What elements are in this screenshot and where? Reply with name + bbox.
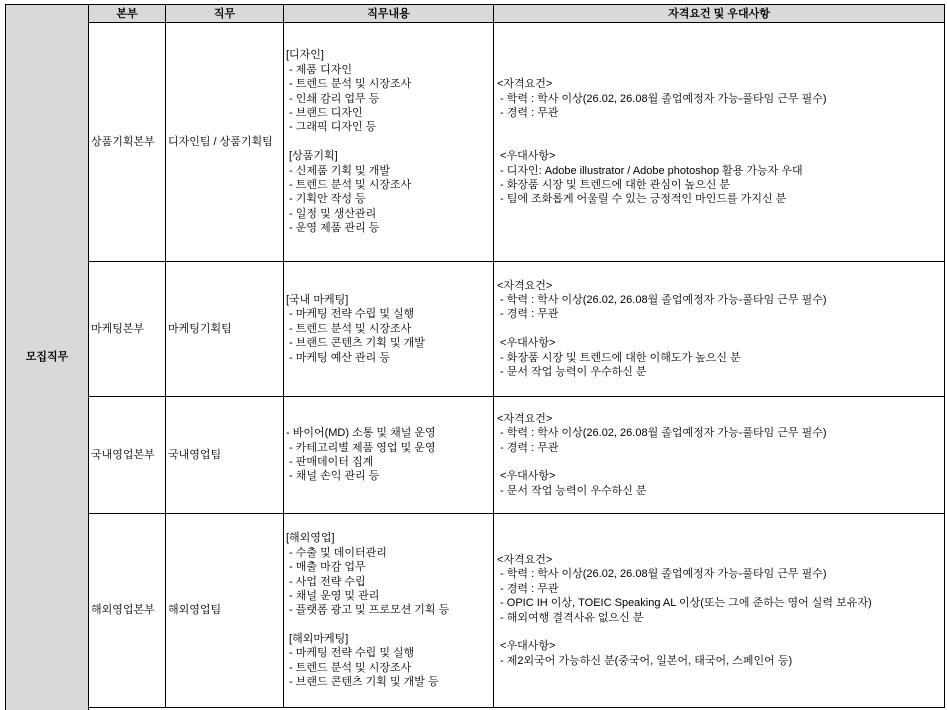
requirement-line: - 문서 작업 능력이 우수하신 분 <box>497 365 647 378</box>
requirement-line: - 학력 : 학사 이상(26.02, 26.08월 졸업예정자 가능-풀타임 근무 필수) <box>497 294 827 307</box>
duties-cell <box>284 397 494 514</box>
division-cell: 상품기획본부 <box>89 23 166 262</box>
requirement-line <box>497 625 944 639</box>
job-cell: 마케팅기획팀 <box>166 262 284 397</box>
requirement-line: - OPIC IH 이상, TOEIC Speaking AL 이상(또는 그에 준하는 영어 실력 보유자) <box>497 597 872 610</box>
duty-line: - 제품 디자인 <box>286 63 352 76</box>
duty-line: - 트렌드 분석 및 시장조사 <box>286 78 412 91</box>
duty-line: - 트렌드 분석 및 시장조사 <box>286 322 412 335</box>
header-requirements: 자격요건 및 우대사항 <box>494 5 945 23</box>
requirement-line: <자격요건> <box>497 279 553 292</box>
duty-line: - 신제품 기획 및 개발 <box>286 164 390 177</box>
recruitment-jobs-label: 모집직무 <box>6 5 89 708</box>
requirement-line: - 해외여행 결격사유 없으신 분 <box>497 611 644 624</box>
requirement-line: <우대사항> <box>497 640 556 653</box>
requirements-cell <box>494 397 945 514</box>
requirement-line: <자격요건> <box>497 553 553 566</box>
duty-line: - 판매데이터 집계 <box>286 456 374 468</box>
duties-text <box>286 293 493 365</box>
duty-line: - 사업 전략 수립 <box>286 575 366 588</box>
requirements-cell <box>494 262 945 397</box>
job-cell: 국내영업팀 <box>166 397 284 514</box>
requirement-line <box>497 135 944 149</box>
header-job: 직무 <box>166 5 284 23</box>
requirement-line: - 학력 : 학사 이상(26.02, 26.08월 졸업예정자 가능-풀타임 근무 필수) <box>497 568 827 581</box>
requirement-line: - 경력 : 무관 <box>497 308 559 321</box>
duty-line: - 채널 운영 및 관리 <box>286 589 380 602</box>
duty-line: [국내 마케팅] <box>286 294 349 307</box>
division-cell: 마케팅본부 <box>89 262 166 397</box>
requirement-line <box>497 455 944 469</box>
duty-line: - 채널 손익 관리 등 <box>286 470 380 483</box>
duty-line: - 기획안 작성 등 <box>286 193 366 206</box>
requirement-line <box>497 322 944 336</box>
job-posting-table <box>5 4 945 708</box>
requirement-line: <우대사항> <box>497 337 556 350</box>
requirement-line: <자격요건> <box>497 412 553 425</box>
requirement-line: - 경력 : 무관 <box>497 107 559 120</box>
division-cell: 해외영업본부 <box>89 514 166 708</box>
requirements-text <box>497 553 944 668</box>
duty-line: - 운영 제품 관리 등 <box>286 222 380 235</box>
requirement-line: - 화장품 시장 및 트렌드에 대한 이해도가 높으신 분 <box>497 351 741 364</box>
duty-line: - 마케팅 전략 수립 및 실행 <box>286 647 415 660</box>
requirement-line: <우대사항> <box>497 470 556 483</box>
job-cell: 디자인팀 / 상품기획팀 <box>166 23 284 262</box>
duty-line: [해외영업] <box>286 532 335 545</box>
duty-line <box>286 618 493 632</box>
job-cell: 해외영업팀 <box>166 514 284 708</box>
requirement-line: - 팀에 조화롭게 어울릴 수 있는 긍정적인 마인드를 가지신 분 <box>497 193 787 206</box>
header-row <box>6 5 945 23</box>
requirement-line: - 경력 : 무관 <box>497 582 559 595</box>
requirement-line: - 경력 : 무관 <box>497 441 559 454</box>
duty-line: - 카테고리별 제품 영업 및 운영 <box>286 441 436 454</box>
duty-line: - 마케팅 전략 수립 및 실행 <box>286 308 415 321</box>
duties-cell <box>284 514 494 708</box>
duties-cell <box>284 262 494 397</box>
requirement-line: <자격요건> <box>497 78 553 91</box>
duties-text <box>286 531 493 689</box>
duty-line: - 그래픽 디자인 등 <box>286 121 377 134</box>
duty-line: - 트렌드 분석 및 시장조사 <box>286 178 412 191</box>
duty-line: - 브랜드 디자인 <box>286 107 363 120</box>
requirements-cell <box>494 23 945 262</box>
requirement-line: - 화장품 시장 및 트렌드에 대한 관심이 높으신 분 <box>497 178 731 191</box>
table-row <box>6 23 945 262</box>
requirement-line: - 학력 : 학사 이상(26.02, 26.08월 졸업예정자 가능-풀타임 근무 필수) <box>497 92 827 105</box>
duty-line: [해외마케팅] <box>286 633 349 646</box>
duty-line: [디자인] <box>286 49 324 62</box>
duties-text <box>286 48 493 235</box>
duty-line: - 플랫폼 광고 및 프로모션 기획 등 <box>286 604 450 617</box>
duty-line: - 마케팅 예산 관리 등 <box>286 351 390 364</box>
duty-line: - 바이어(MD) 소통 및 채널 운영 <box>286 427 436 440</box>
requirements-cell <box>494 514 945 708</box>
requirement-line: - 학력 : 학사 이상(26.02, 26.08월 졸업예정자 가능-풀타임 근무 필수) <box>497 427 827 440</box>
duty-line: - 브랜드 콘텐츠 기획 및 개발 등 <box>286 676 439 689</box>
requirement-line: <우대사항> <box>497 150 556 163</box>
requirements-text <box>497 77 944 207</box>
duty-line <box>286 135 493 149</box>
header-division: 본부 <box>89 5 166 23</box>
requirement-line: - 문서 작업 능력이 우수하신 분 <box>497 484 647 497</box>
division-cell: 국내영업본부 <box>89 397 166 514</box>
requirements-text <box>497 412 944 498</box>
table-row <box>6 514 945 708</box>
requirement-line <box>497 120 944 134</box>
duty-line: - 인쇄 감리 업무 등 <box>286 92 380 105</box>
duty-line: - 일정 및 생산관리 <box>286 207 377 220</box>
requirement-line: - 디자인: Adobe illustrator / Adobe photoshop 활용 가능자 우대 <box>497 164 803 177</box>
table-row <box>6 262 945 397</box>
duty-line: - 수출 및 데이터관리 <box>286 546 387 559</box>
table-row <box>6 397 945 514</box>
duty-line: - 트렌드 분석 및 시장조사 <box>286 661 412 674</box>
duty-line: - 매출 마감 업무 <box>286 561 366 574</box>
header-duties: 직무내용 <box>284 5 494 23</box>
duties-text <box>286 426 493 484</box>
duty-line: - 브랜드 콘텐츠 기획 및 개발 <box>286 337 425 350</box>
requirements-text <box>497 279 944 380</box>
requirement-line: - 제2외국어 가능하신 분(중국어, 일본어, 태국어, 스페인어 등) <box>497 654 793 667</box>
duties-cell <box>284 23 494 262</box>
duty-line: [상품기획] <box>286 150 338 163</box>
